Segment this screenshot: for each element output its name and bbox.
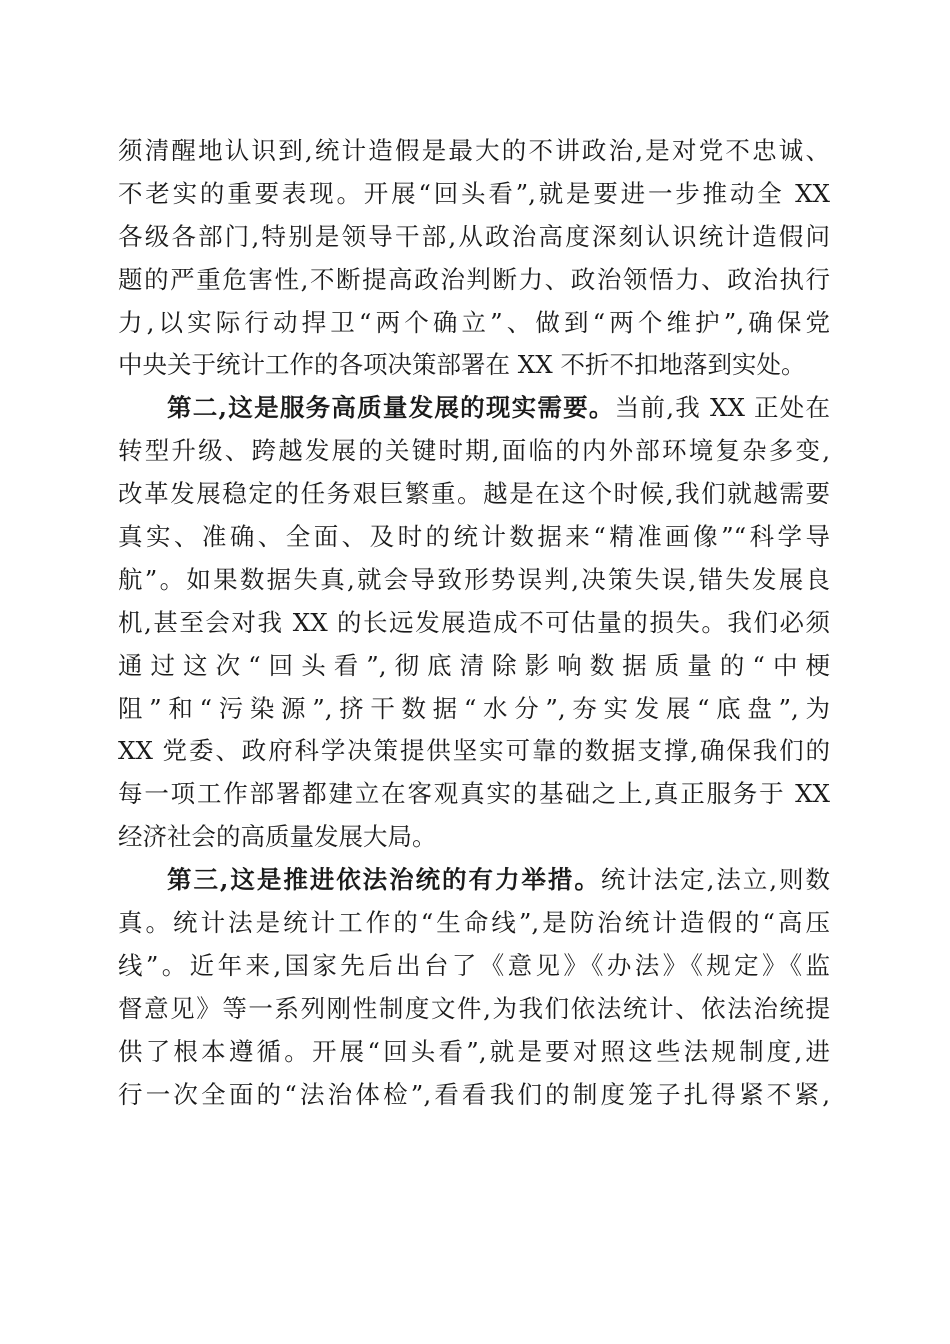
line-text: 不老实的重要表现。开展“回头看”,就是要进一步推动全 XX	[118, 178, 830, 208]
line-text: XX 党委、政府科学决策提供坚实可靠的数据支撑,确保我们的	[118, 736, 830, 766]
line-text: 力,以实际行动捍卫“两个确立”、做到“两个维护”,确保党	[118, 307, 830, 337]
line-text: 真实、准确、全面、及时的统计数据来“精准画像”“科学导	[118, 522, 830, 552]
line-text: 行一次全面的“法治体检”,看看我们的制度笼子扎得紧不紧,	[118, 1079, 830, 1109]
text-line	[118, 1031, 830, 1074]
text-line	[118, 216, 830, 259]
line-text: 中央关于统计工作的各项决策部署在 XX 不折不扣地落到实处。	[118, 350, 806, 380]
text-line	[118, 945, 830, 988]
text-line	[118, 173, 830, 216]
text-line	[118, 730, 830, 773]
text-line	[118, 516, 830, 559]
line-text: 航”。如果数据失真,就会导致形势误判,决策失误,错失发展良	[118, 564, 830, 594]
paragraph-lead-sentence: 第二,这是服务高质量发展的现实需要。	[167, 393, 615, 423]
line-text: 经济社会的高质量发展大局。	[118, 822, 437, 852]
line-text: 转型升级、跨越发展的关键时期,面临的内外部环境复杂多变,	[118, 436, 830, 466]
text-line	[118, 302, 830, 345]
line-text: 统计法定,法立,则数	[600, 865, 831, 895]
text-line	[118, 645, 830, 688]
body-text	[118, 130, 830, 1116]
line-text: 机,甚至会对我 XX 的长远发展造成不可估量的损失。我们必须	[118, 607, 830, 637]
text-line	[118, 559, 830, 602]
text-line	[118, 344, 830, 387]
text-line	[118, 859, 830, 902]
line-text: 题的严重危害性,不断提高政治判断力、政治领悟力、政治执行	[118, 264, 830, 294]
text-line	[118, 816, 830, 859]
line-text: 督意见》等一系列刚性制度文件,为我们依法统计、依法治统提	[118, 993, 830, 1023]
line-text: 每一项工作部署都建立在客观真实的基础之上,真正服务于 XX	[118, 779, 830, 809]
text-line	[118, 387, 830, 430]
text-line	[118, 1074, 830, 1117]
text-line	[118, 259, 830, 302]
line-text: 阻”和“污染源”,挤干数据“水分”,夯实发展“底盘”,为	[118, 693, 830, 723]
text-line	[118, 688, 830, 731]
text-line	[118, 773, 830, 816]
line-text: 各级各部门,特别是领导干部,从政治高度深刻认识统计造假问	[118, 221, 830, 251]
text-line	[118, 902, 830, 945]
line-text: 线”。近年来,国家先后出台了《意见》《办法》《规定》《监	[118, 950, 830, 980]
line-text: 当前,我 XX 正处在	[614, 393, 831, 423]
line-text: 通过这次“回头看”,彻底清除影响数据质量的“中梗	[118, 650, 830, 680]
paragraph-lead-sentence: 第三,这是推进依法治统的有力举措。	[167, 865, 601, 895]
text-line	[118, 602, 830, 645]
text-line	[118, 988, 830, 1031]
text-line	[118, 130, 830, 173]
line-text: 供了根本遵循。开展“回头看”,就是要对照这些法规制度,进	[118, 1036, 830, 1066]
line-text: 真。统计法是统计工作的“生命线”,是防治统计造假的“高压	[118, 908, 830, 938]
line-text: 改革发展稳定的任务艰巨繁重。越是在这个时候,我们就越需要	[118, 479, 830, 509]
text-line	[118, 430, 830, 473]
text-line	[118, 473, 830, 516]
line-text: 须清醒地认识到,统计造假是最大的不讲政治,是对党不忠诚、	[118, 136, 830, 165]
